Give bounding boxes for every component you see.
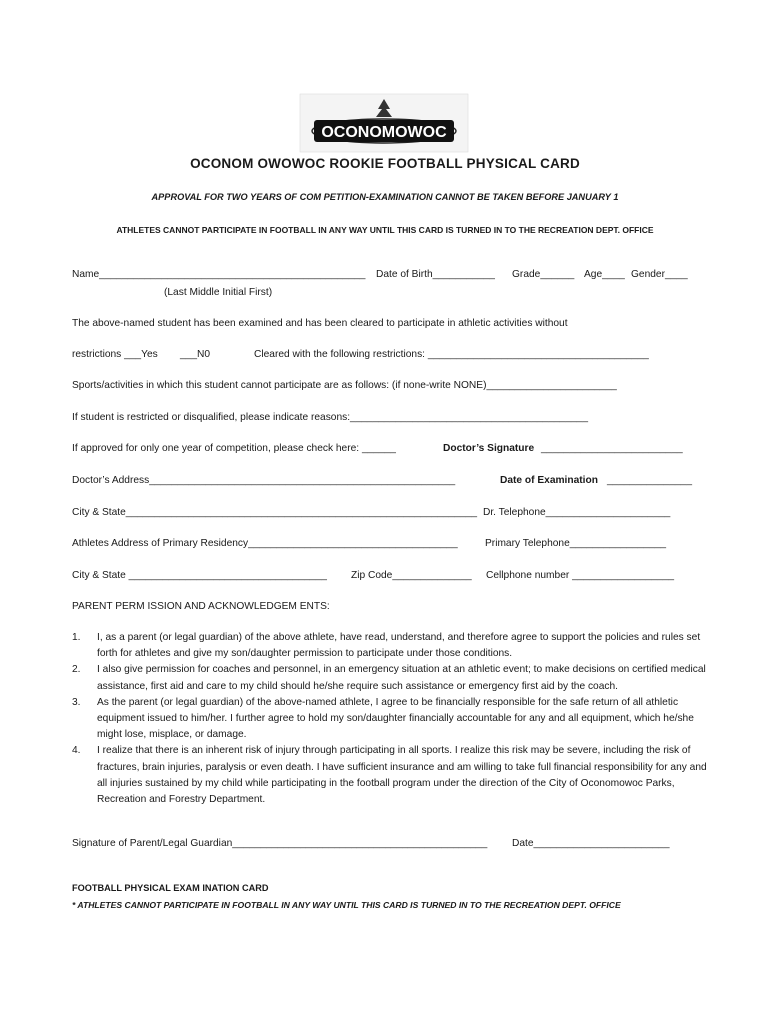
permission-list xyxy=(72,630,712,808)
restrictions-field[interactable]: Cleared with the following restrictions: _______________________________________ xyxy=(254,349,649,360)
permission-item xyxy=(72,743,712,808)
examined-statement: The above-named student has been examined and has been cleared to participate in athletic activities without xyxy=(72,318,568,329)
name-field[interactable]: Name_______________________________________________ xyxy=(72,269,366,280)
date-of-examination-label: Date of Examination xyxy=(500,475,598,486)
permission-text: I also give permission for coaches and personnel, in an emergency situation at an athletic event; to make decisions on certified medical assistance, first aid and care to my child should he/she require such assistance or emergency first aid by the coach. xyxy=(97,664,706,692)
doctor-signature-label: Doctor’s Signature xyxy=(443,443,535,454)
approval-note: APPROVAL FOR TWO YEARS OF COM PETITION-EXAMINATION CANNOT BE TAKEN BEFORE JANUARY 1 xyxy=(151,192,619,202)
logo-text: OCONOMOWOC xyxy=(321,124,447,141)
footer-title: FOOTBALL PHYSICAL EXAM INATION CARD xyxy=(72,883,269,893)
sports-restricted-field[interactable]: Sports/activities in which this student cannot participate are as follows: (if none-write NONE)_______________________ xyxy=(72,380,617,391)
restrictions-no-field[interactable]: ___N0 xyxy=(180,349,211,360)
city-state-2-field[interactable]: City & State ___________________________________ xyxy=(72,570,327,581)
form-title: OCONOM OWOWOC ROOKIE FOOTBALL PHYSICAL CARD xyxy=(190,156,580,171)
primary-telephone-field[interactable]: Primary Telephone_________________ xyxy=(485,538,667,549)
permission-text: I realize that there is an inherent risk of injury through participating in all sports. I realize this risk may be severe, including the risk of fractures, brain injuries, paralysis or even death. I have sufficient insurance and am willing to take full financial responsibility for any and all injuries sustained by my child while participating in the football program under the direction of the City of Oconomowoc Parks, Recreation and Forestry Department. xyxy=(97,745,707,806)
footer-note: * ATHLETES CANNOT PARTICIPATE IN FOOTBALL IN ANY WAY UNTIL THIS CARD IS TURNED IN TO THE RECREATION DEPT. OFFICE xyxy=(72,900,621,910)
permission-text: As the parent (or legal guardian) of the above-named athlete, I agree to be financially responsible for the safe return of all athletic equipment issued to him/her. I further agree to hold my son/daughter financially accountable for any and all equipment, which he/she might lose, misplace, or damage. xyxy=(97,696,694,741)
name-hint: (Last Middle Initial First) xyxy=(164,287,273,298)
permission-item xyxy=(72,630,712,662)
permission-number: 1. xyxy=(72,632,81,643)
cellphone-field[interactable]: Cellphone number __________________ xyxy=(486,570,675,581)
doctor-address-field[interactable]: Doctor’s Address______________________________________________________ xyxy=(72,475,456,486)
permission-item xyxy=(72,662,712,694)
doctor-signature-line[interactable]: _________________________ xyxy=(541,443,683,454)
restrictions-yes-field[interactable]: restrictions ___Yes xyxy=(72,349,158,360)
one-year-check-field[interactable]: If approved for only one year of competition, please check here: ______ xyxy=(72,443,396,454)
permission-item xyxy=(72,695,712,744)
parent-signature-field[interactable]: Signature of Parent/Legal Guardian_____________________________________________ xyxy=(72,838,488,849)
permission-number: 4. xyxy=(72,745,81,757)
permission-number: 3. xyxy=(72,696,81,708)
city-state-field[interactable]: City & State______________________________________________________________ xyxy=(72,507,478,518)
age-field[interactable]: Age____ xyxy=(584,269,625,280)
date-of-birth-field[interactable]: Date of Birth___________ xyxy=(376,269,495,280)
permission-text: I, as a parent (or legal guardian) of the above athlete, have read, understand, and therefore agree to support the policies and rules set forth for athletes and give my son/daughter permission to participate under those conditions. xyxy=(97,632,701,660)
permission-heading: PARENT PERM ISSION AND ACKNOWLEDGEM ENTS: xyxy=(72,601,330,612)
permission-number: 2. xyxy=(72,664,81,676)
signature-date-field[interactable]: Date________________________ xyxy=(512,838,670,849)
date-of-examination-line[interactable]: _______________ xyxy=(607,475,692,486)
zip-code-field[interactable]: Zip Code______________ xyxy=(351,570,472,581)
participation-note: ATHLETES CANNOT PARTICIPATE IN FOOTBALL IN ANY WAY UNTIL THIS CARD IS TURNED IN TO THE RECREATION DEPT. OFFICE xyxy=(116,225,654,235)
logo-graphic xyxy=(298,93,470,153)
dr-telephone-field[interactable]: Dr. Telephone______________________ xyxy=(483,507,671,518)
oconomowoc-logo xyxy=(298,93,470,153)
restriction-reasons-field[interactable]: If student is restricted or disqualified, please indicate reasons:__________________________________________ xyxy=(72,412,589,423)
athlete-address-field[interactable]: Athletes Address of Primary Residency_____________________________________ xyxy=(72,538,458,549)
grade-field[interactable]: Grade______ xyxy=(512,269,575,280)
gender-field[interactable]: Gender____ xyxy=(631,269,688,280)
